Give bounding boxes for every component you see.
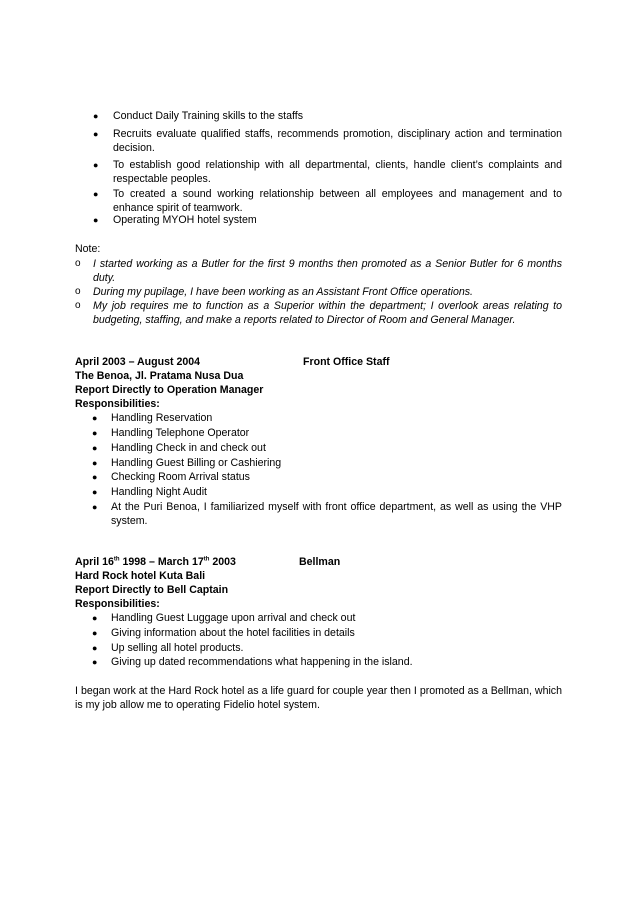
- bullet-icon: ●: [92, 613, 98, 623]
- bullet-icon: ●: [93, 129, 99, 139]
- note-item-continuation: duty.: [93, 272, 116, 284]
- bullet-icon: ●: [92, 628, 98, 638]
- bullet-icon: ●: [92, 443, 98, 453]
- note-item: During my pupilage, I have been working as an Assistant Front Office operations.: [93, 286, 474, 298]
- period-start: April 16: [75, 556, 114, 568]
- bullet-icon: ●: [92, 643, 98, 653]
- bullet-icon: ●: [93, 111, 99, 121]
- list-item: To establish good relationship with all departmental, clients, handle client’s complaints and: [113, 159, 562, 171]
- paragraph-line: is my job allow me to operating Fidelio hotel system.: [75, 699, 320, 711]
- list-item: At the Puri Benoa, I familiarized myself with front office department, as well as using the VHP: [111, 501, 562, 513]
- list-item: Handling Guest Luggage upon arrival and check out: [111, 612, 356, 624]
- note-label: Note:: [75, 243, 101, 255]
- job-company: The Benoa, Jl. Pratama Nusa Dua: [75, 370, 244, 382]
- job-position: Bellman: [299, 556, 341, 568]
- circle-bullet-icon: o: [75, 258, 81, 269]
- list-item-continuation: system.: [111, 515, 148, 527]
- bullet-icon: ●: [92, 502, 98, 512]
- responsibilities-label: Responsibilities:: [75, 398, 160, 410]
- bullet-icon: ●: [93, 189, 99, 199]
- note-item: My job requires me to function as a Superior within the department; I overlook areas relating to: [93, 300, 562, 312]
- list-item: Recruits evaluate qualified staffs, recommends promotion, disciplinary action and termination: [113, 128, 562, 140]
- paragraph-line: I began work at the Hard Rock hotel as a life guard for couple year then I promoted as a Bellman, which: [75, 685, 562, 697]
- list-item: Operating MYOH hotel system: [113, 214, 257, 226]
- list-item-continuation: decision.: [113, 142, 155, 154]
- period-end: 2003: [209, 556, 236, 568]
- list-item: To created a sound working relationship between all employees and management and to: [113, 188, 562, 200]
- period-middle: 1998 – March 17: [119, 556, 204, 568]
- period-start-suffix: th: [113, 556, 120, 563]
- list-item: Giving information about the hotel facilities in details: [111, 627, 355, 639]
- list-item: Handling Guest Billing or Cashiering: [111, 457, 282, 469]
- circle-bullet-icon: o: [75, 300, 81, 311]
- job-period: April 2003 – August 2004: [75, 356, 201, 368]
- period-end-suffix: th: [203, 556, 210, 563]
- list-item: Handling Night Audit: [111, 486, 207, 498]
- note-item: I started working as a Butler for the first 9 months then promoted as a Senior Butler for 6 months: [93, 258, 562, 270]
- list-item: Handling Reservation: [111, 412, 213, 424]
- list-item: Conduct Daily Training skills to the staffs: [113, 110, 303, 122]
- list-item: Giving up dated recommendations what happening in the island.: [111, 656, 413, 668]
- list-item: Handling Check in and check out: [111, 442, 266, 454]
- circle-bullet-icon: o: [75, 286, 81, 297]
- job-report: Report Directly to Operation Manager: [75, 384, 264, 396]
- list-item: Up selling all hotel products.: [111, 642, 244, 654]
- bullet-icon: ●: [92, 657, 98, 667]
- bullet-icon: ●: [92, 458, 98, 468]
- job-position: Front Office Staff: [303, 356, 390, 368]
- bullet-icon: ●: [92, 487, 98, 497]
- job-company: Hard Rock hotel Kuta Bali: [75, 570, 206, 582]
- bullet-icon: ●: [92, 472, 98, 482]
- bullet-icon: ●: [93, 215, 99, 225]
- job-report: Report Directly to Bell Captain: [75, 584, 229, 596]
- list-item-continuation: respectable peoples.: [113, 173, 211, 185]
- list-item: Checking Room Arrival status: [111, 471, 250, 483]
- note-item-continuation: budgeting, staffing, and make a reports related to Director of Room and General Manager.: [93, 314, 516, 326]
- responsibilities-label: Responsibilities:: [75, 598, 160, 610]
- job-period: [75, 555, 236, 569]
- bullet-icon: ●: [92, 413, 98, 423]
- list-item-continuation: enhance spirit of teamwork.: [113, 202, 243, 214]
- list-item: Handling Telephone Operator: [111, 427, 250, 439]
- bullet-icon: ●: [93, 160, 99, 170]
- bullet-icon: ●: [92, 428, 98, 438]
